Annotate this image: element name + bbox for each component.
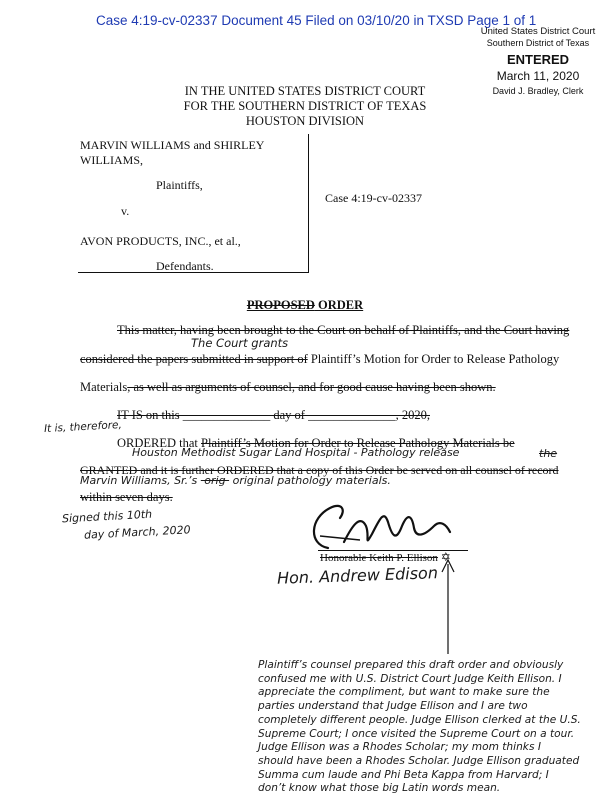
body-line-4-struck: IT IS on this ______________ day of ______________, 2020, bbox=[117, 408, 430, 422]
handwritten-the: the bbox=[539, 447, 558, 460]
body-line-3 bbox=[80, 379, 496, 395]
note-line: Supreme Court; I once visited the Supreme Court on a tour. bbox=[258, 727, 575, 740]
court-heading-line2: FOR THE SOUTHERN DISTRICT OF TEXAS bbox=[183, 99, 427, 113]
body-line-4 bbox=[117, 407, 430, 423]
note-line: Plaintiff’s counsel prepared this draft order and obviously bbox=[258, 659, 564, 671]
handwritten-insert-hospital: Houston Methodist Sugar Land Hospital - Pathology release bbox=[132, 446, 460, 459]
stamp-district: Southern District of Texas bbox=[486, 38, 590, 48]
title-struck-word: PROPOSED bbox=[246, 298, 315, 312]
body-line-7-struck: within seven days. bbox=[80, 490, 173, 504]
filing-header: Case 4:19-cv-02337 Document 45 Filed on 03/10/20 in TXSD Page 1 of 1 bbox=[96, 13, 537, 28]
handwritten-therefore: It is, therefore, bbox=[43, 418, 123, 436]
handwritten-signed-line2: day of March, 2020 bbox=[83, 523, 191, 542]
handwritten-insert-materials: original pathology materials. bbox=[232, 474, 391, 487]
defendants-label: Defendants. bbox=[156, 259, 214, 273]
handwritten-insert-williams: Marvin Williams, Sr.’s orig original pathology materials. bbox=[80, 474, 391, 487]
handwritten-margin-note bbox=[258, 659, 608, 796]
typed-judge-name-struck: Honorable Keith P. Ellison bbox=[320, 552, 438, 564]
title-word: ORDER bbox=[318, 298, 364, 312]
body-line-3-struck: , as well as arguments of counsel, and for good cause having been shown. bbox=[127, 380, 496, 394]
court-heading-line3: HOUSTON DIVISION bbox=[245, 114, 365, 128]
note-line: don’t know what those big Latin words mean. bbox=[258, 782, 501, 795]
document-title bbox=[0, 298, 610, 313]
note-line: should have been a Rhodes Scholar. Judge Ellison graduated bbox=[258, 754, 580, 767]
note-line: parties understand that Judge Ellison and I are two bbox=[258, 700, 528, 713]
typed-judge-name: Honorable Keith P. Ellison ✡ bbox=[320, 550, 451, 564]
handwritten-insert-grants: The Court grants bbox=[191, 336, 289, 350]
arrow-up-icon bbox=[438, 556, 458, 656]
plaintiffs-label: Plaintiffs, bbox=[156, 178, 203, 192]
court-heading-line1: IN THE UNITED STATES DISTRICT COURT bbox=[184, 84, 426, 98]
stamp-court: United States District Court bbox=[480, 26, 596, 37]
handwritten-insert-williams-name: Marvin Williams, Sr.’s bbox=[80, 474, 198, 487]
handwritten-judge-name: Hon. Andrew Edison bbox=[276, 563, 439, 588]
stamp-date: March 11, 2020 bbox=[496, 69, 580, 83]
body-line-2-text: Plaintiff’s Motion for Order to Release Pathology bbox=[307, 352, 560, 366]
note-line: appreciate the compliment, but want to make sure the bbox=[258, 686, 550, 699]
body-line-6-struck: GRANTED and it is further ORDERED that a copy of this Order be served on all counsel of record bbox=[80, 463, 559, 477]
note-line: confused me with U.S. District Court Judge Keith Ellison. I bbox=[258, 672, 562, 685]
body-line-2-struck: considered the papers submitted in support of bbox=[80, 352, 308, 366]
stamp-clerk: David J. Bradley, Clerk bbox=[492, 86, 584, 96]
versus: v. bbox=[121, 204, 130, 218]
body-line-2 bbox=[80, 351, 559, 367]
plaintiffs-name-line1: MARVIN WILLIAMS and SHIRLEY bbox=[80, 138, 265, 152]
note-line: completely different people. Judge Ellison clerked at the U.S. bbox=[258, 713, 581, 726]
note-line: Judge Ellison was a Rhodes Scholar; my mom thinks I bbox=[258, 741, 541, 754]
case-number: Case 4:19-cv-02337 bbox=[325, 191, 422, 205]
body-line-5-struck: Plaintiff’s Motion for Order to Release Pathology Materials be bbox=[201, 436, 515, 450]
defendants-name: AVON PRODUCTS, INC., et al., bbox=[80, 234, 241, 248]
body-line-1 bbox=[117, 322, 569, 338]
body-line-5-text: ORDERED that bbox=[117, 436, 202, 450]
body-line-7 bbox=[80, 489, 173, 505]
stamp-entered: ENTERED bbox=[506, 52, 570, 67]
body-line-3-text: Materials bbox=[80, 380, 128, 394]
handwritten-signed-line1: Signed this 10th bbox=[61, 507, 153, 526]
signature-scrawl bbox=[300, 496, 460, 556]
body-line-1-struck: This matter, having been brought to the Court on behalf of Plaintiffs, and the Court having bbox=[117, 323, 570, 337]
plaintiffs-name-line2: WILLIAMS, bbox=[80, 153, 143, 167]
note-line: Summa cum laude and Phi Beta Kappa from Harvard; I bbox=[258, 768, 549, 781]
